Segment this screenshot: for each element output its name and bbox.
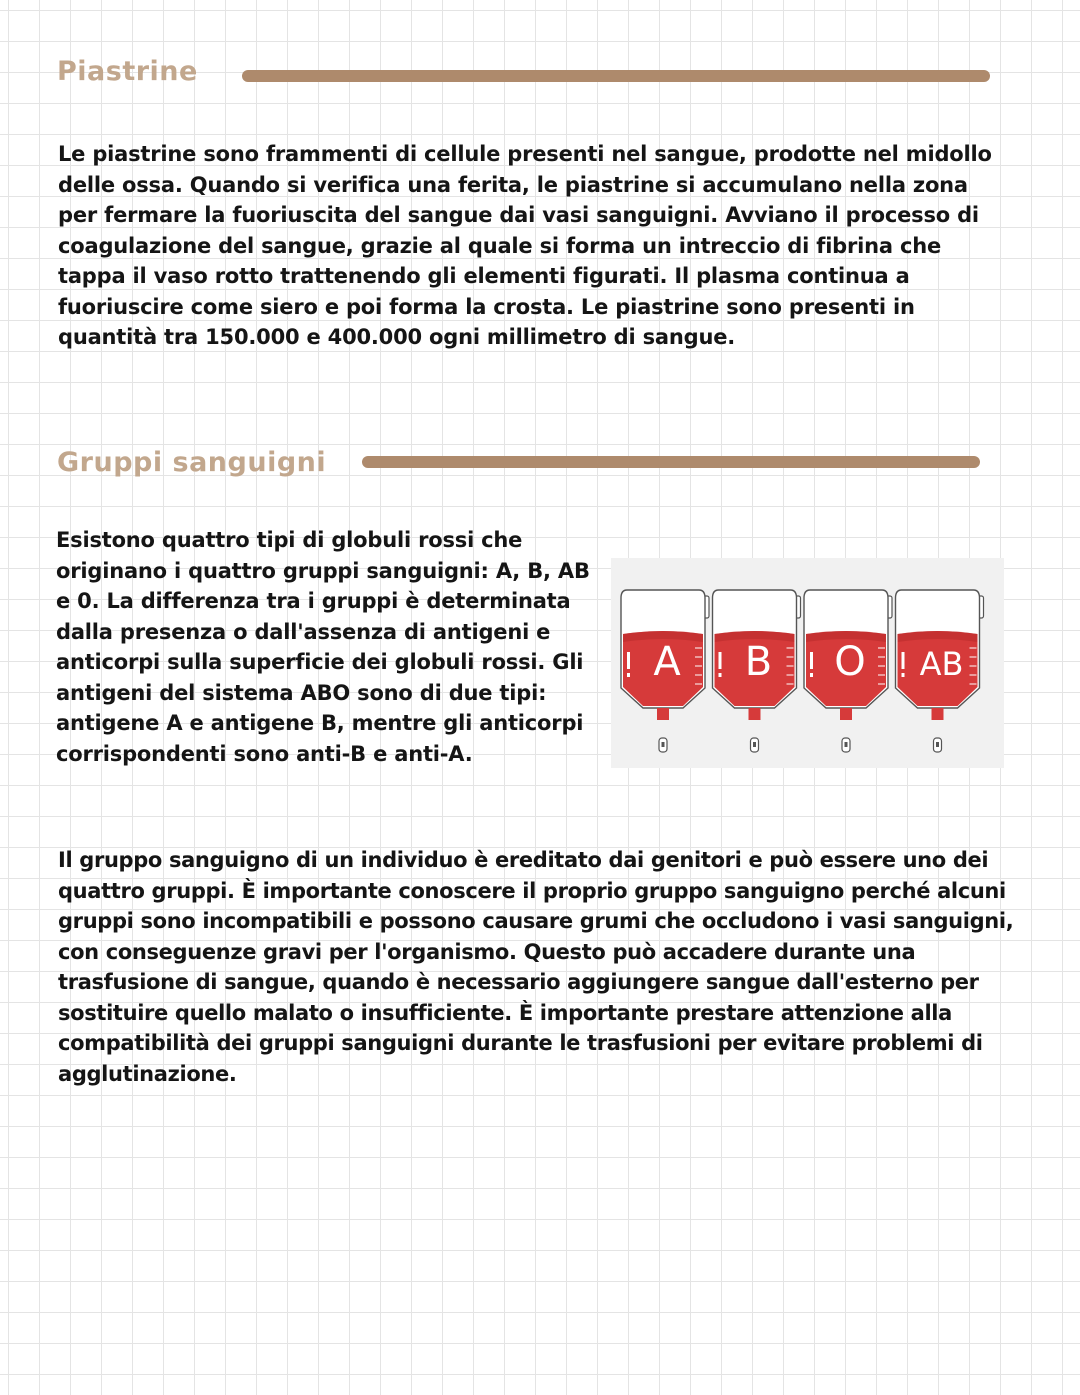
paragraph-gruppi-intro: Esistono quattro tipi di globuli rossi che originano i quattro gruppi sanguigni: A, B, AB e 0. La differenza tra i gruppi è determinata dalla presenza o dall'assenza di antigeni e anticorpi sulla superficie dei globuli rossi. Gli antigeni del sistema ABO sono di due tipi: antigene A e antigene B, mentre gli anticorpi corrispondenti sono anti-B e anti-A. [56,528,590,766]
section-title-gruppi-sanguigni: Gruppi sanguigni [57,447,327,478]
paragraph-gruppi-compatibility: Il gruppo sanguigno di un individuo è ereditato dai genitori e può essere uno dei quattro gruppi. È importante conoscere il proprio gruppo sanguigno perché alcuni gruppi sono incompatibili e possono causare grumi che occludono i vasi sanguigni, con conseguenze gravi per l'organismo. Questo può accadere durante una trasfusione di sangue, quando è necessario aggiungere sangue dall'esterno per sostituire quello malato o insufficiente. È importante prestare attenzione alla compatibilità dei gruppi sanguigni durante le trasfusioni per evitare problemi di agglutinazione. [58,848,1014,1086]
title-underline-bar [362,456,980,468]
section-title-piastrine: Piastrine [57,56,198,87]
blood-type-label: O [834,639,866,685]
blood-type-label: AB [919,645,964,683]
blood-type-label: A [653,639,681,685]
title-underline-bar [242,70,990,82]
blood-type-label: B [744,639,773,685]
blood-bags-illustration [611,558,1004,768]
paragraph-piastrine: Le piastrine sono frammenti di cellule presenti nel sangue, prodotte nel midollo delle ossa. Quando si verifica una ferita, le piastrine si accumulano nella zona per fermare la fuoriuscita del sangue dai vasi sanguigni. Avviano il processo di coagulazione del sangue, grazie al quale si forma un intreccio di fibrina che tappa il vaso rotto trattenendo gli elementi figurati. Il plasma continua a fuoriuscire come siero e poi forma la crosta. Le piastrine sono presenti in quantità tra 150.000 e 400.000 ogni millimetro di sangue. [58,142,992,349]
